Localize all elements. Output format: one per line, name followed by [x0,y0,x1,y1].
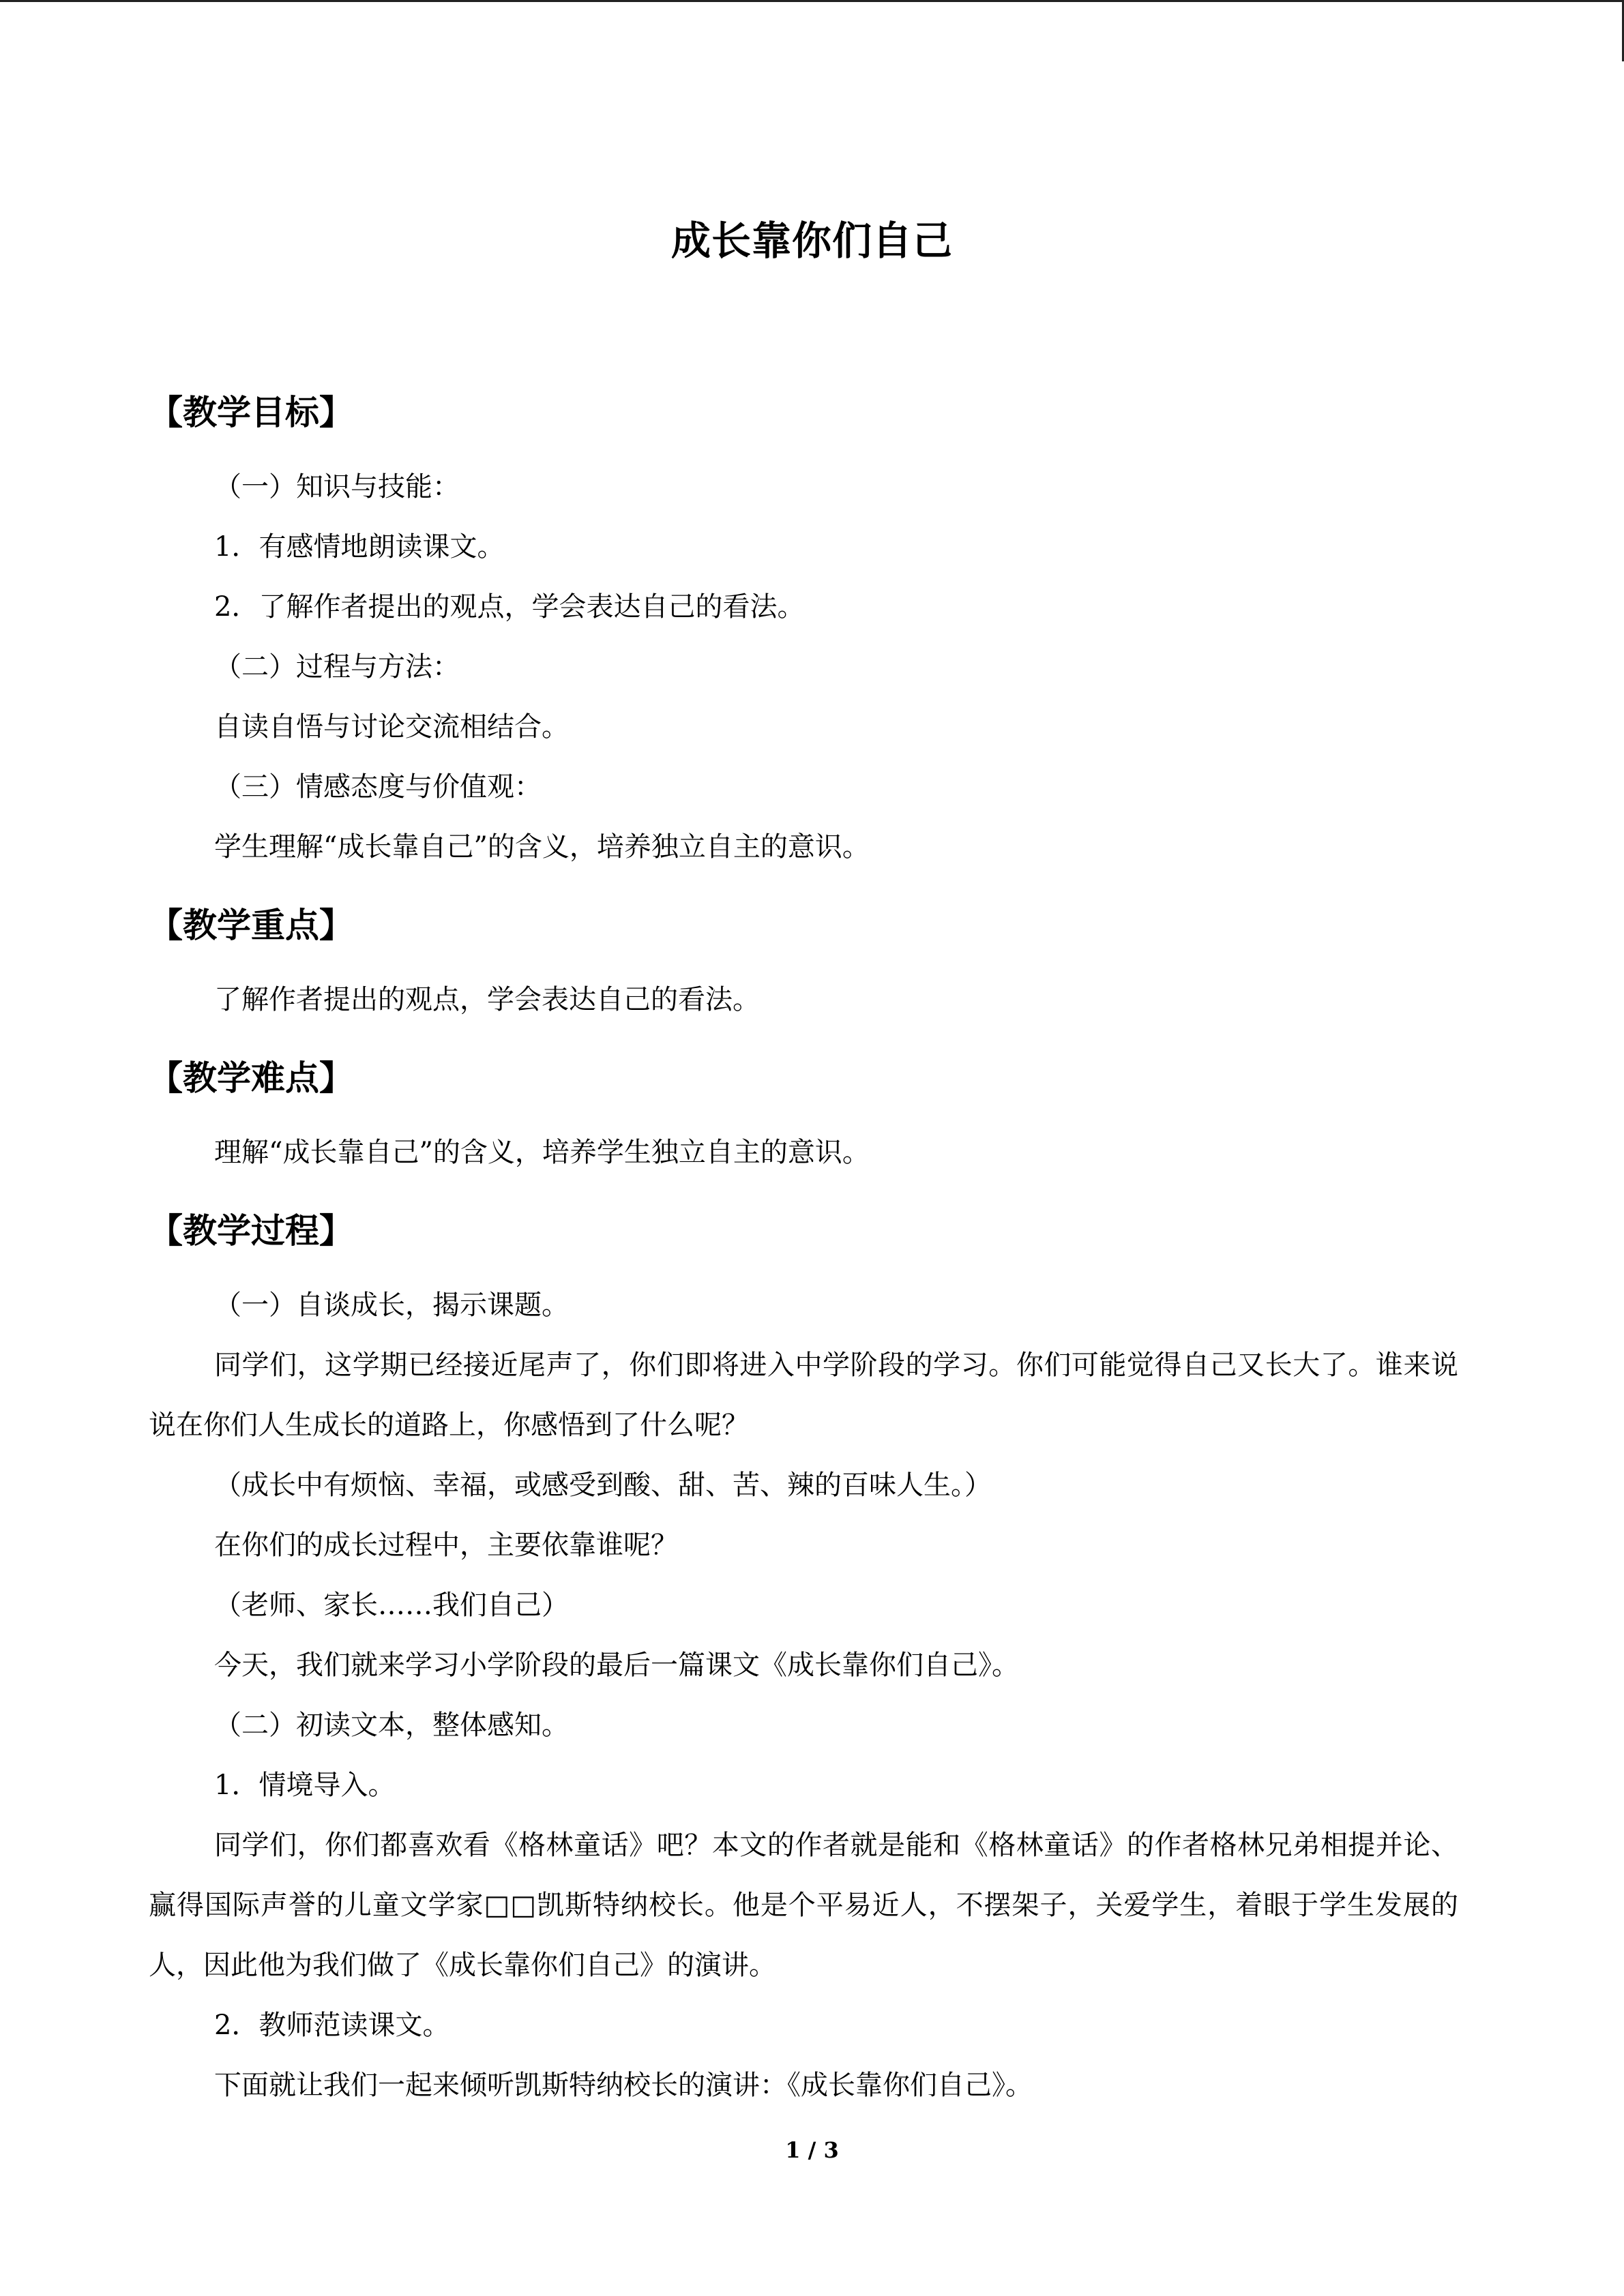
paragraph: 2．了解作者提出的观点，学会表达自己的看法。 [214,591,805,623]
paragraph: 同学们，你们都喜欢看《格林童话》吧？本文的作者就是能和《格林童话》的作者格林兄弟相提并论、赢得国际声誉的儿童文学家□□凯斯特纳校长。他是个平易近人，不摆架子，关爱学生，着眼于学生发展的人，因此他为我们做了《成长靠你们自己》的演讲。 [149,1830,1458,1981]
document-body [149,382,1458,2115]
paragraph: （一）自谈成长，揭示课题。 [214,1289,569,1321]
paragraph: 下面就让我们一起来倾听凯斯特纳校长的演讲：《成长靠你们自己》。 [214,2070,1033,2101]
section-heading-difficulties: 【教学难点】 [149,1058,353,1098]
paragraph: 同学们，这学期已经接近尾声了，你们即将进入中学阶段的学习。你们可能觉得自己又长大了。谁来说说在你们人生成长的道路上，你感悟到了什么呢？ [149,1350,1458,1441]
paragraph: （老师、家长……我们自己） [214,1590,569,1621]
paragraph: 今天，我们就来学习小学阶段的最后一篇课文《成长靠你们自己》。 [214,1650,1019,1681]
paragraph: 1．情境导入。 [214,1770,396,1801]
paragraph: 理解“成长靠自己”的含义，培养学生独立自主的意识。 [214,1137,870,1168]
paragraph: 2．教师范读课文。 [214,2010,450,2041]
section-heading-key-points: 【教学重点】 [149,906,353,945]
document-title: 成长靠你们自己 [670,218,953,264]
paragraph: 在你们的成长过程中，主要依靠谁呢？ [214,1530,678,1561]
paragraph: （三）情感态度与价值观： [214,771,542,803]
paragraph: （成长中有烦恼、幸福，或感受到酸、甜、苦、辣的百味人生。） [214,1470,992,1501]
page-number: 1 / 3 [785,2137,839,2163]
paragraph: （二）过程与方法： [214,651,460,683]
paragraph: （一）知识与技能： [214,471,460,503]
paragraph: （二）初读文本，整体感知。 [214,1710,569,1741]
paragraph: 了解作者提出的观点，学会表达自己的看法。 [214,984,760,1015]
paragraph: 自读自悟与讨论交流相结合。 [214,711,569,743]
paragraph: 1．有感情地朗读课文。 [214,531,505,563]
paragraph: 学生理解“成长靠自己”的含义，培养独立自主的意识。 [214,831,870,863]
section-heading-process: 【教学过程】 [149,1211,353,1251]
section-heading-objectives: 【教学目标】 [149,393,353,432]
